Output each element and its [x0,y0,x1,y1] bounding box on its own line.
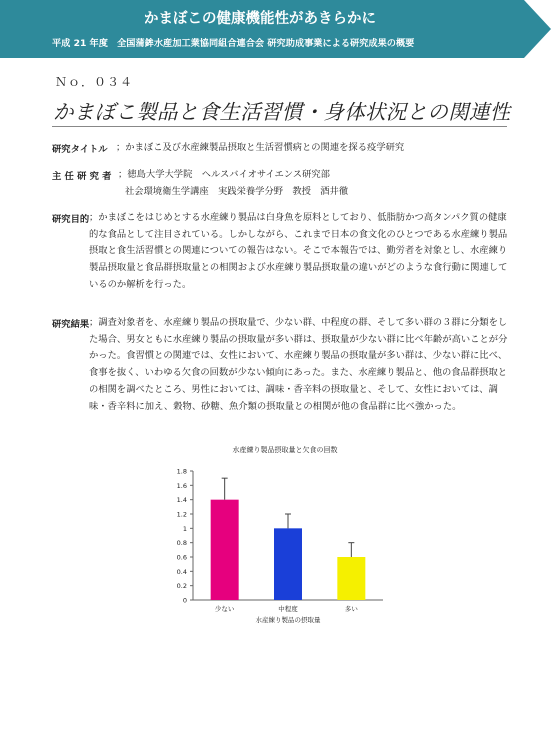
y-tick-label: 1.4 [176,496,187,505]
y-tick-label: 0.6 [176,553,187,562]
title-underline [52,126,507,127]
y-tick-label: 0.2 [176,582,187,591]
results-text: ；調査対象者を、水産練り製品の摂取量で、少ない群、中程度の群、そして多い群の３群に分類をした場合、男女ともに水産練り製品の摂取量が多い群は、摂取量が少ない群に比べ年齢が高いことが分かった。食習慣との関連では、女性において、水産練り製品の摂取量が多い群は、少ない群に比べ、食事を抜く、いわゆる欠食の回数が少ない傾向にあった。また、水産練り製品と、他の食品群摂取との相関を調べたところ、男性においては、調味・香辛料の摂取量と、そして、女性においては、調味・香辛料に加え、穀物、砂糖、魚介類の摂取量との相関が他の食品群に比べ強かった。 [89,317,508,412]
y-tick-label: 0 [182,596,187,605]
report-number: Ｎｏ．０３４ [55,75,134,89]
y-tick-label: 0.4 [176,567,187,576]
header-banner [0,0,551,58]
x-tick-label: 少ない [214,605,235,613]
purpose-text: ；かまぼこをはじめとする水産練り製品は白身魚を原料としており、低脂肪かつ高タンパク質の健康的な食品として注目されている。しかしながら、これまで日本の食文化のひとつである水産練り製品摂取と食生活習慣との関連についての報告はない。そこで本報告では、勤労者を対象とし、水産練り製品摂取量と食品群摂取量との相関および水産練り製品摂取量の違いがどのような食行動に関連しているのか解析を行った。 [89,212,508,290]
x-tick-label: 中程度 [278,605,298,613]
banner-title: かまぼこの健康機能性があきらかに [144,11,376,27]
research-title-text: ；かまぼこ及び水産練製品摂取と生活習慣病との関連を探る疫学研究 [116,142,405,153]
y-tick-label: 1 [182,524,187,533]
investigator-position: 社会環境衛生学講座 実践栄養学分野 教授 酒井徹 [125,186,349,197]
y-tick-label: 1.6 [176,481,187,490]
bar [211,500,239,600]
bar-chart [160,460,400,635]
bar [274,528,302,600]
investigator-label: 主 任 研 究 者 [52,171,112,182]
purpose-label: 研究目的 [52,214,90,225]
bar [337,557,365,600]
research-title-label: 研究タイトル [52,144,108,155]
x-tick-label: 多い [344,605,358,613]
page-title: かまぼこ製品と食生活習慣・身体状況との関連性 [53,100,511,124]
y-tick-label: 1.8 [176,467,187,476]
results-label: 研究結果 [52,319,90,330]
y-tick-label: 0.8 [176,539,187,548]
y-tick-label: 1.2 [176,510,187,519]
chart-title: 水産練り製品摂取量と欠食の回数 [232,446,338,454]
investigator-affiliation: ；徳島大学大学院 ヘルスバイオサイエンス研究部 [118,169,330,180]
banner-subtitle: 平成 21 年度 全国蒲鉾水産加工業協同組合連合会 研究助成事業による研究成果の概要 [52,38,415,49]
x-axis-title: 水産練り製品の摂取量 [255,616,321,624]
